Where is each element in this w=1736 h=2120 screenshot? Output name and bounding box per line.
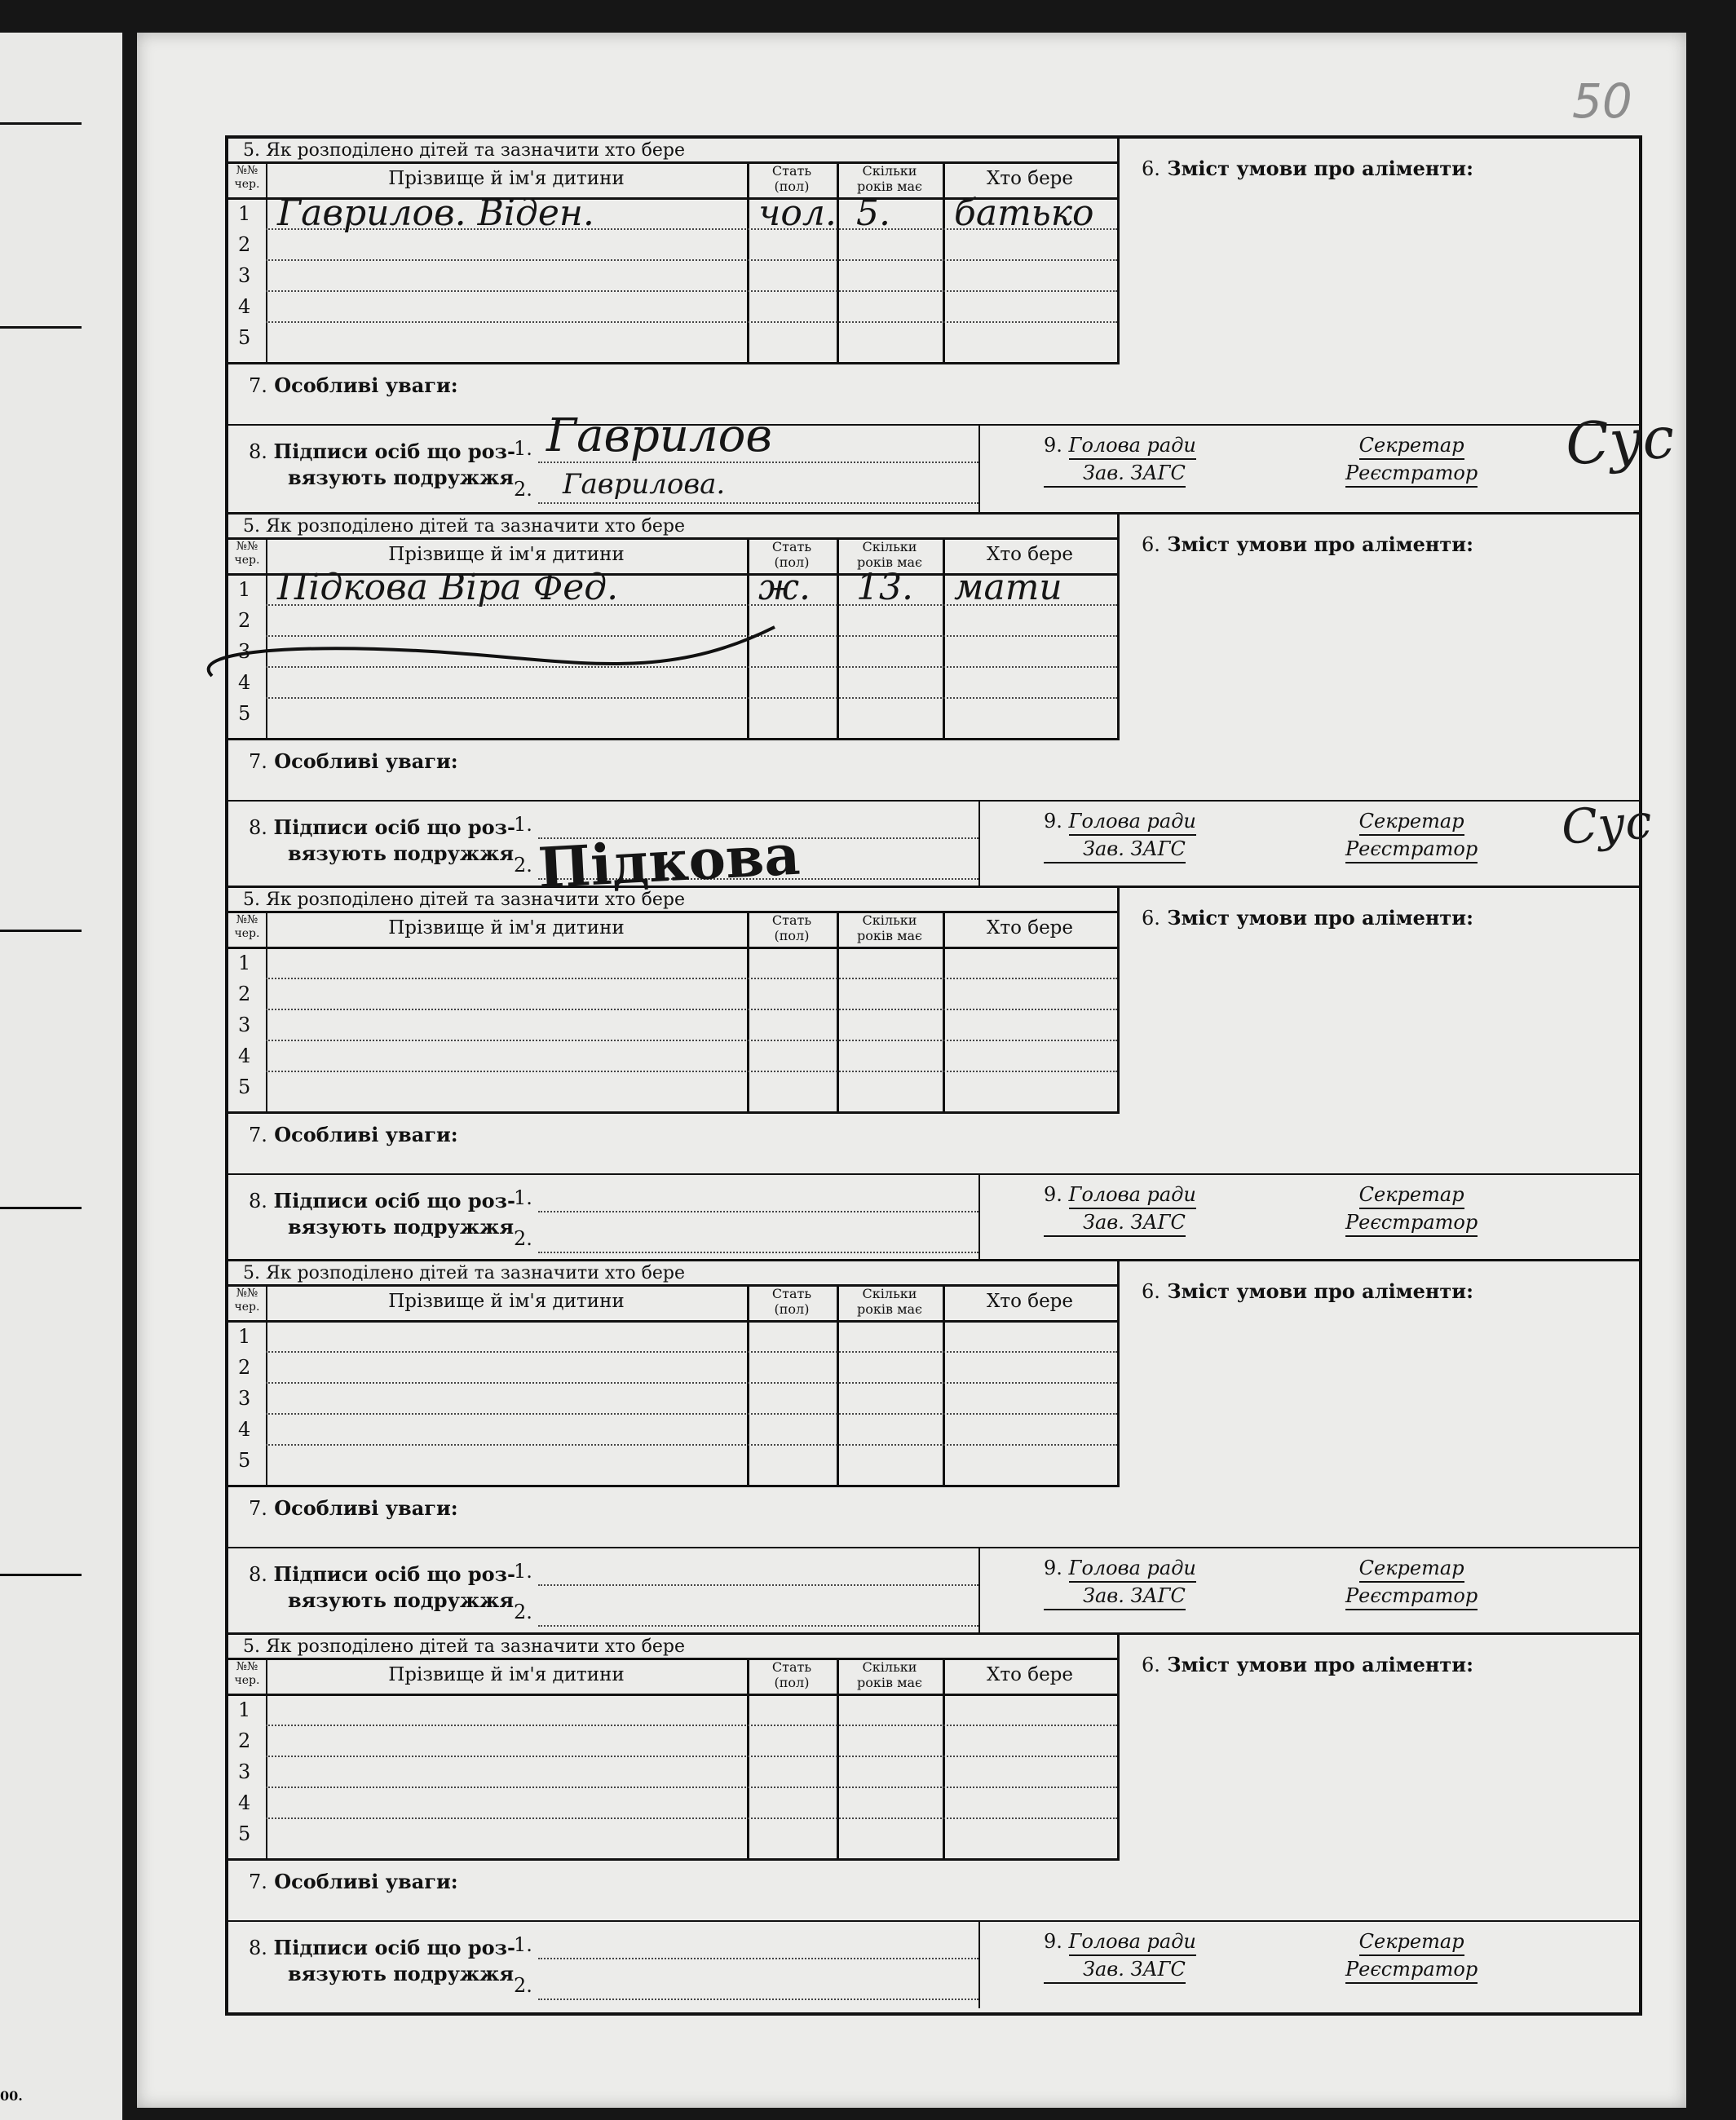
- children-section: [228, 139, 1120, 364]
- left-page-rule: [0, 122, 82, 125]
- row-number: 1: [238, 952, 251, 974]
- row-number: 5: [238, 326, 251, 349]
- row-number: 2: [238, 983, 251, 1005]
- section-7-notes: 7. Особливі уваги:: [249, 373, 458, 397]
- secretary-block: Секретар Реєстратор: [1345, 808, 1478, 863]
- divorce-record-1: [228, 139, 1677, 512]
- col-age-header: Скільки років має: [856, 912, 923, 943]
- col-who-header: Хто бере: [986, 1664, 1074, 1685]
- child-sex: чол.: [758, 192, 837, 234]
- children-table: [228, 161, 1117, 362]
- col-age-header: Скільки років має: [856, 163, 923, 194]
- section-6-alimony: 6. Зміст умови про аліменти:: [1142, 532, 1473, 556]
- secretary-signature: Сус: [1559, 793, 1654, 855]
- child-taker: батько: [954, 192, 1094, 234]
- col-name-header: Прізвище й ім'я дитини: [388, 1291, 625, 1312]
- col-who-header: Хто бере: [986, 168, 1074, 189]
- section-6-alimony: 6. Зміст умови про аліменти:: [1142, 1279, 1473, 1303]
- child-name: Підкова Віра Фед.: [277, 567, 619, 608]
- register-page: [137, 33, 1686, 2108]
- col-sex-header: Стать (пол): [771, 1659, 812, 1690]
- left-page-rule: [0, 1207, 82, 1209]
- children-section: [228, 515, 1120, 740]
- col-sex-header: Стать (пол): [771, 539, 812, 570]
- left-page-rule: [0, 1574, 82, 1576]
- signature-lines: 1. 2. Гаврилов Гаврилова.: [514, 432, 978, 507]
- child-age: 5.: [856, 192, 890, 234]
- col-age-header: Скільки років має: [856, 1286, 923, 1317]
- section-6-alimony: 6. Зміст умови про аліменти:: [1142, 157, 1473, 180]
- signature-1: Гаврилов: [546, 409, 772, 462]
- col-no-header: №№ чер.: [234, 540, 260, 567]
- row-number: 5: [238, 1822, 251, 1845]
- divorce-record-2: [228, 512, 1654, 888]
- records-frame: [225, 135, 1677, 2016]
- children-table: [228, 911, 1117, 1111]
- section-5-title: 5. Як розподілено дітей та зазначити хто бере: [243, 516, 686, 537]
- section-5-title: 5. Як розподілено дітей та зазначити хто бере: [243, 1263, 686, 1283]
- signature-2: Гаврилова.: [563, 468, 726, 501]
- divorce-record-4: [228, 1259, 1639, 1635]
- signature-lines: 1. 2.: [514, 808, 978, 883]
- section-9-head: 9. Голова ради Зав. ЗАГС: [1044, 1181, 1196, 1237]
- section-5-title: 5. Як розподілено дітей та зазначити хто бере: [243, 890, 686, 910]
- row-number: 5: [238, 1075, 251, 1098]
- left-page-edge: [0, 33, 122, 2120]
- col-name-header: Прізвище й ім'я дитини: [388, 544, 625, 565]
- section-8-signatures: 8. Підписи осіб що роз- вязують подружжя: [249, 439, 515, 489]
- row-number: 2: [238, 609, 251, 632]
- overlapping-signature: Підкова: [537, 822, 802, 902]
- col-no-header: №№ чер.: [234, 913, 260, 940]
- section-9-head: 9. Голова ради Зав. ЗАГС: [1044, 808, 1196, 863]
- children-section: [228, 1261, 1120, 1487]
- row-number: 2: [238, 1729, 251, 1752]
- child-name: Гаврилов. Віден.: [277, 192, 594, 234]
- row-number: 4: [238, 1045, 251, 1067]
- col-no-header: №№ чер.: [234, 1287, 260, 1314]
- col-sex-header: Стать (пол): [771, 1286, 812, 1317]
- signature-lines: 1. 2.: [514, 1928, 978, 2003]
- divorce-record-3: [228, 822, 1639, 1261]
- child-sex: ж.: [758, 567, 811, 608]
- section-8-signatures: 8. Підписи осіб що роз- вязують подружжя: [249, 815, 515, 865]
- row-number: 3: [238, 640, 251, 663]
- children-section: [228, 1635, 1120, 1861]
- divorce-record-5: [228, 1632, 1639, 2015]
- row-number: 3: [238, 1014, 251, 1036]
- row-number: 1: [238, 1698, 251, 1721]
- section-7-notes: 7. Особливі уваги:: [249, 749, 458, 773]
- section-7-notes: 7. Особливі уваги:: [249, 1123, 458, 1146]
- section-8-signatures: 8. Підписи осіб що роз- вязують подружжя: [249, 1562, 515, 1612]
- row-number: 1: [238, 1325, 251, 1348]
- col-name-header: Прізвище й ім'я дитини: [388, 1664, 625, 1685]
- section-7-notes: 7. Особливі уваги:: [249, 1496, 458, 1520]
- strike-flourish: [90, 594, 807, 692]
- col-who-header: Хто бере: [986, 1291, 1074, 1312]
- row-number: 2: [238, 1356, 251, 1379]
- children-table: [228, 1284, 1117, 1485]
- secretary-signature: Сус: [1563, 404, 1677, 479]
- col-name-header: Прізвище й ім'я дитини: [388, 917, 625, 939]
- col-who-header: Хто бере: [986, 917, 1074, 939]
- row-number: 5: [238, 1449, 251, 1472]
- row-number: 3: [238, 264, 251, 287]
- children-table: [228, 1658, 1117, 1858]
- row-number: 3: [238, 1387, 251, 1410]
- section-8-signatures: 8. Підписи осіб що роз- вязують подружжя: [249, 1936, 515, 1985]
- col-age-header: Скільки років має: [856, 539, 923, 570]
- left-page-fragment: 00.: [0, 2088, 23, 2104]
- col-who-header: Хто бере: [986, 544, 1074, 565]
- section-9-head: 9. Голова ради Зав. ЗАГС: [1044, 432, 1196, 488]
- left-page-rule: [0, 930, 82, 932]
- child-age: 13.: [856, 567, 913, 608]
- row-number: 2: [238, 233, 251, 256]
- col-name-header: Прізвище й ім'я дитини: [388, 168, 625, 189]
- row-number: 4: [238, 1418, 251, 1441]
- section-7-notes: 7. Особливі уваги:: [249, 1870, 458, 1893]
- child-taker: мати: [954, 567, 1062, 608]
- section-6-alimony: 6. Зміст умови про аліменти:: [1142, 906, 1473, 930]
- secretary-block: Секретар Реєстратор: [1345, 1555, 1478, 1610]
- left-page-rule: [0, 326, 82, 329]
- section-9-head: 9. Голова ради Зав. ЗАГС: [1044, 1928, 1196, 1984]
- row-number: 4: [238, 1791, 251, 1814]
- row-number: 4: [238, 295, 251, 318]
- section-5-title: 5. Як розподілено дітей та зазначити хто бере: [243, 140, 686, 161]
- col-no-header: №№ чер.: [234, 1660, 260, 1687]
- row-number: 1: [238, 202, 251, 225]
- row-number: 5: [238, 702, 251, 725]
- signature-lines: 1. 2.: [514, 1555, 978, 1630]
- col-sex-header: Стать (пол): [771, 163, 812, 194]
- row-number: 1: [238, 578, 251, 601]
- children-table: [228, 537, 1117, 738]
- row-number: 3: [238, 1760, 251, 1783]
- col-no-header: №№ чер.: [234, 164, 260, 191]
- section-9-head: 9. Голова ради Зав. ЗАГС: [1044, 1555, 1196, 1610]
- secretary-block: Секретар Реєстратор: [1345, 1928, 1478, 1984]
- section-8-signatures: 8. Підписи осіб що роз- вязують подружжя: [249, 1189, 515, 1239]
- children-section: [228, 888, 1120, 1114]
- page-number: 50: [1572, 73, 1632, 129]
- signature-lines: 1. 2.: [514, 1181, 978, 1257]
- col-sex-header: Стать (пол): [771, 912, 812, 943]
- section-6-alimony: 6. Зміст умови про аліменти:: [1142, 1653, 1473, 1676]
- secretary-block: Секретар Реєстратор: [1345, 1181, 1478, 1237]
- section-5-title: 5. Як розподілено дітей та зазначити хто бере: [243, 1636, 686, 1657]
- secretary-block: Секретар Реєстратор: [1345, 432, 1478, 488]
- col-age-header: Скільки років має: [856, 1659, 923, 1690]
- row-number: 4: [238, 671, 251, 694]
